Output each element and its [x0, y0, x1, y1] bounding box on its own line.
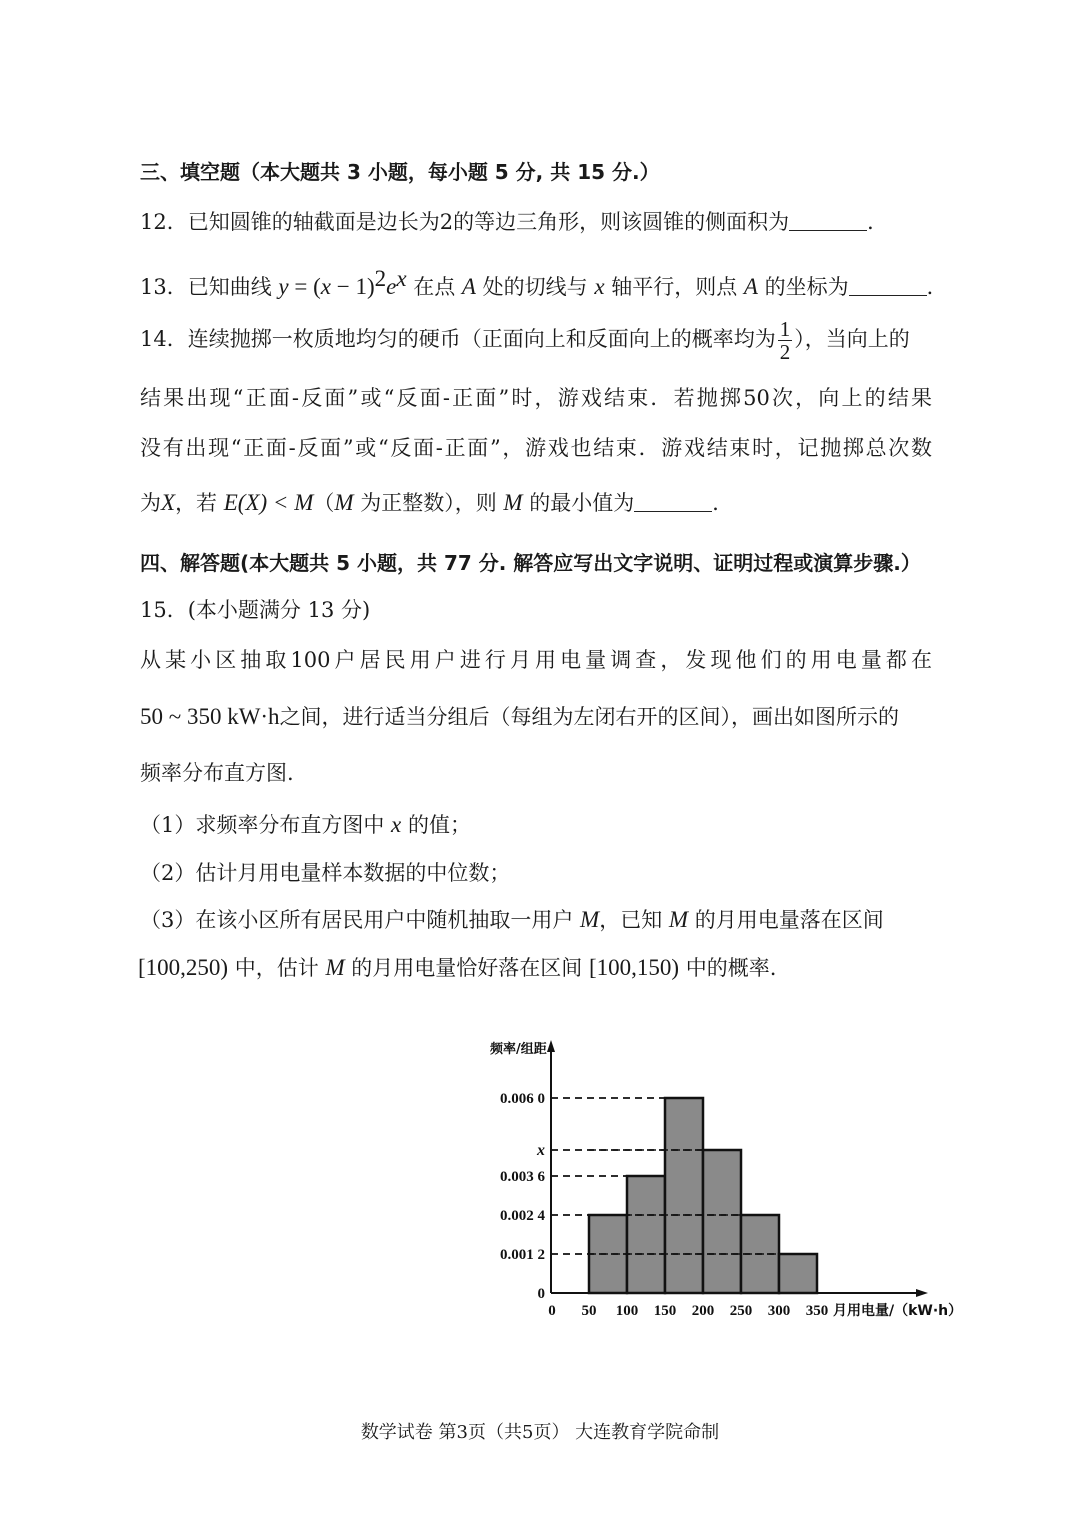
text: 的月用电量落在区间: [688, 908, 884, 932]
q12-end: ．: [867, 210, 889, 234]
math: M: [580, 907, 600, 932]
x-tick-label: 300: [767, 1303, 791, 1319]
question-15-line-1: 从某小区抽取100户居民用户进行月用电量调查，发现他们的用电量都在: [140, 648, 932, 672]
text: ，若: [175, 491, 224, 515]
text: 中，估计: [228, 956, 326, 980]
text: 轴平行，则点: [604, 275, 744, 299]
math: e: [386, 274, 397, 299]
y-tick-label: 0: [537, 1286, 545, 1302]
math: M: [325, 955, 345, 980]
section-4-heading: 四、解答题(本大题共 5 小题，共 77 分. 解答应写出文字说明、证明过程或演算步骤.）: [140, 551, 921, 575]
text: 处的切线与: [475, 275, 595, 299]
text: ），当向上的: [794, 327, 910, 351]
question-15-title: 15．(本小题满分 13 分): [140, 598, 371, 622]
q12-text: 12．已知圆锥的轴截面是边长为2的等边三角形，则该圆锥的侧面积为: [140, 210, 790, 234]
question-15-line-3: 频率分布直方图.: [140, 761, 294, 785]
math: M: [334, 490, 354, 515]
math: [100,150): [588, 955, 680, 980]
y-tick-label: x: [537, 1142, 545, 1159]
text: （3）在该小区所有居民用户中随机抽取一用户: [140, 908, 581, 932]
math: y: [278, 274, 289, 299]
y-tick-label: 0.001 2: [500, 1247, 545, 1263]
text: 的月用电量恰好落在区间: [344, 956, 589, 980]
question-14-line-3: 没有出现“正面-反面”或“反面-正面”，游戏也结束．游戏结束时，记抛掷总次数: [140, 436, 932, 460]
text: 为: [140, 491, 161, 515]
math: A: [461, 274, 476, 299]
math: M: [668, 907, 689, 932]
text: 的最小值为: [522, 491, 635, 515]
y-tick-label: 0.002 4: [500, 1208, 545, 1224]
x-tick-label: 100: [615, 1303, 639, 1319]
text: 为正整数），则: [353, 491, 504, 515]
math: − 1): [330, 274, 375, 299]
math: 50 ~ 350 kW·h: [140, 704, 280, 729]
q13-number: 13．已知曲线: [140, 275, 279, 299]
text: （1）求频率分布直方图中: [140, 813, 392, 837]
math: [100,250): [138, 955, 229, 980]
text: 中的概率.: [679, 956, 777, 980]
math: = (: [288, 274, 321, 299]
y-axis-arrow-icon: [547, 1040, 555, 1052]
math: M: [503, 490, 523, 515]
page-footer: 数学试卷 第3页（共5页） 大连教育学院命制: [360, 1422, 720, 1443]
x-tick-label: 0: [548, 1303, 556, 1319]
math: x: [391, 812, 402, 837]
text: ．: [712, 491, 734, 515]
x-axis-label: 月用电量/（kW·h）: [833, 1303, 963, 1319]
x-axis-arrow-icon: [916, 1289, 928, 1297]
section-3-heading: 三、填空题（本大题共 3 小题，每小题 5 分, 共 15 分.）: [140, 160, 660, 184]
denominator: 2: [779, 340, 791, 364]
histogram-bar: [665, 1098, 703, 1293]
y-axis-label: 频率/组距: [490, 1042, 547, 1057]
y-tick-label: 0.003 6: [500, 1169, 545, 1185]
text: 14．连续抛掷一枚质地均匀的硬币（正面向上和反面向上的概率均为: [140, 327, 776, 351]
math: x: [396, 266, 407, 291]
y-tick-label: 0.006 0: [500, 1091, 545, 1107]
histogram-bar: [779, 1254, 817, 1293]
text: ，已知: [599, 908, 669, 932]
text: 的坐标为: [757, 275, 849, 299]
text: ．: [926, 275, 948, 299]
math: x: [594, 274, 605, 299]
text: 的值；: [401, 813, 471, 837]
x-tick-label: 200: [691, 1303, 715, 1319]
histogram-bar: [627, 1176, 665, 1293]
x-tick-label: 350: [805, 1303, 829, 1319]
math: A: [743, 274, 758, 299]
text: 在点: [406, 275, 462, 299]
math: 2: [374, 266, 387, 291]
math: x: [320, 274, 331, 299]
text: 之间，进行适当分组后（每组为左闭右开的区间），画出如图所示的: [279, 705, 900, 729]
text: （: [313, 491, 335, 515]
x-tick-label: 150: [653, 1303, 677, 1319]
histogram-bar: [703, 1150, 741, 1293]
question-15-part-2: （2）估计月用电量样本数据的中位数；: [140, 861, 511, 885]
math: X: [161, 490, 176, 515]
x-tick-label: 50: [581, 1303, 597, 1319]
math: E(X) < M: [223, 490, 314, 515]
question-14-line-2: 结果出现“正面-反面”或“反面-正面”时，游戏结束．若抛掷50次，向上的结果: [140, 386, 932, 410]
numerator: 1: [779, 317, 791, 341]
x-tick-label: 250: [729, 1303, 753, 1319]
